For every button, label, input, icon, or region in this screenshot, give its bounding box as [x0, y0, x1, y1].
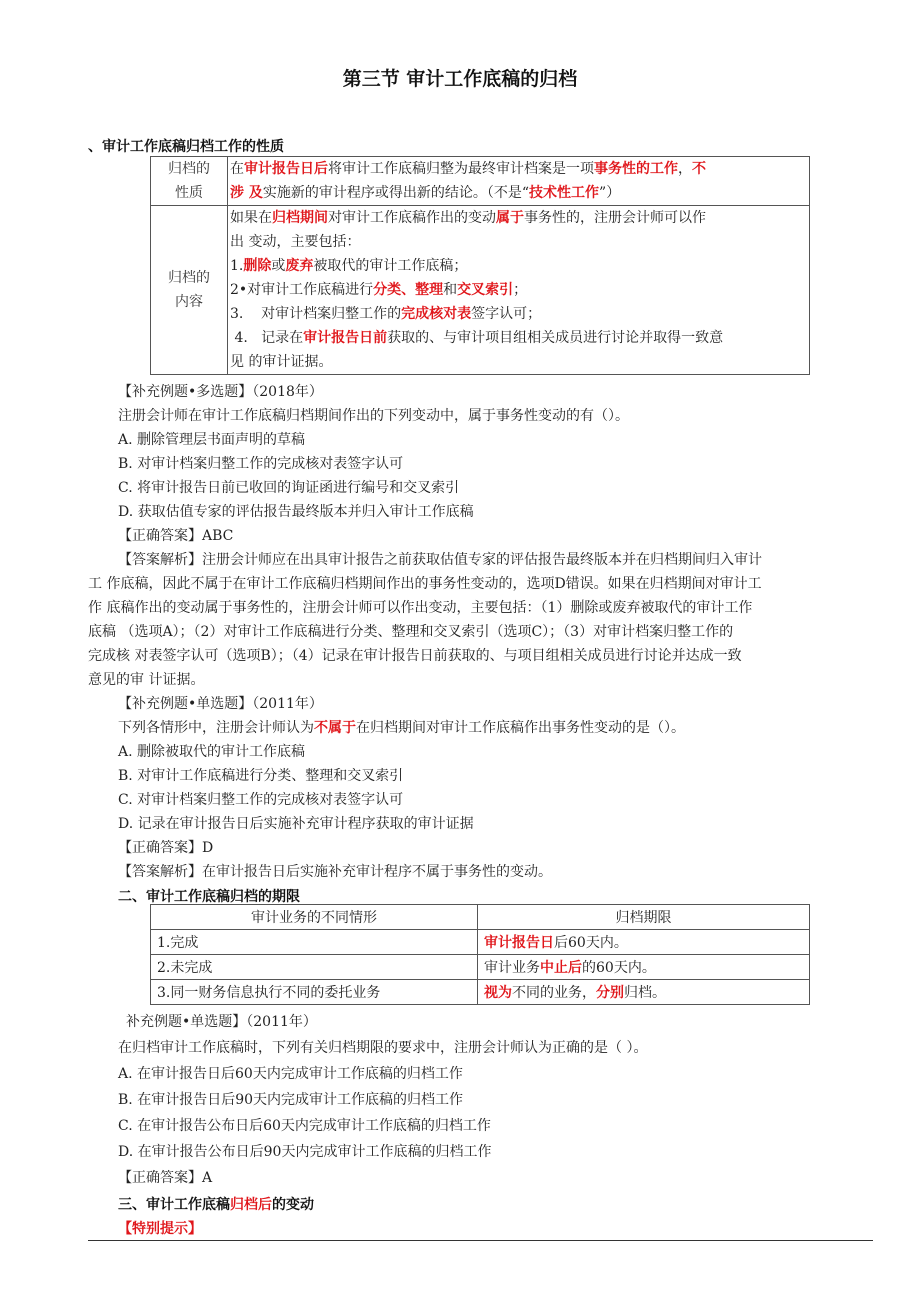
correct-answer: 【正确答案】ABC [118, 528, 234, 544]
analysis-line: 意见的审 计证据。 [88, 672, 205, 688]
label-line: 归档的 [168, 270, 210, 286]
option: C. 将审计报告日前已收回的询证函进行编号和交叉索引 [118, 480, 460, 496]
question-tag: 【补充例题•多选题】（2018年） [118, 384, 323, 400]
option: A. 删除被取代的审计工作底稿 [118, 744, 306, 760]
question-tag: 【补充例题•单选题】（2011年） [118, 696, 323, 712]
option: C. 对审计档案归整工作的完成核对表签字认可 [118, 792, 404, 808]
content-line: 见 的审计证据。 [230, 354, 333, 370]
question-stem: 下列各情形中，注册会计师认为不属于在归档期间对审计工作底稿作出事务性变动的是（）。 [118, 720, 685, 736]
case-cell: 2.未完成 [151, 955, 478, 980]
analysis-line: 【答案解析】注册会计师应在出具审计报告之前获取估值专家的评估报告最终版本并在归档期间归入审计 [118, 552, 762, 568]
option: A. 在审计报告日后60天内完成审计工作底稿的归档工作 [118, 1066, 463, 1082]
content-line: 出 变动，主要包括： [230, 234, 361, 250]
analysis-line: 工 作底稿，因此不属于在审计工作底稿归档期间作出的事务性变动的，选项D错误。如果在归档期间对审计工 [88, 576, 762, 592]
option: D. 记录在审计报告日后实施补充审计程序获取的审计证据 [118, 816, 474, 832]
label-line: 归档的 [168, 161, 210, 177]
correct-answer: 【正确答案】A [118, 1170, 213, 1186]
row-content [228, 157, 810, 206]
question-stem: 在归档审计工作底稿时，下列有关归档期限的要求中，注册会计师认为正确的是（ ）。 [118, 1040, 648, 1056]
deadline-cell: 视为不同的业务，分别归档。 [478, 980, 810, 1005]
section2-heading: 二、审计工作底稿归档的期限 [118, 889, 300, 905]
content-line: 3. 对审计档案归整工作的完成核对表签字认可； [230, 306, 542, 322]
row-content [228, 206, 810, 375]
content-line: 涉 及实施新的审计程序或得出新的结论。（不是“技术性工作”） [230, 185, 621, 201]
table-row [151, 157, 810, 206]
analysis-line: 【答案解析】在审计报告日后实施补充审计程序不属于事务性的变动。 [118, 864, 552, 880]
column-header: 归档期限 [478, 905, 810, 930]
deadline-cell: 审计报告日后60天内。 [478, 930, 810, 955]
deadline-table [150, 904, 810, 1005]
content-line: 在审计报告日后将审计工作底稿归整为最终审计档案是一项事务性的工作，不 [230, 161, 706, 177]
row-label [151, 206, 228, 375]
content-line: 1.删除或废弃被取代的审计工作底稿； [230, 258, 468, 274]
case-cell: 3.同一财务信息执行不同的委托业务 [151, 980, 478, 1005]
analysis-line: 完成核 对表签字认可（选项B）；（4）记录在审计报告日前获取的、与项目组相关成员进行讨论并达成一致 [88, 648, 742, 664]
analysis-line: 作 底稿作出的变动属于事务性的，注册会计师可以作出变动，主要包括：（1）删除或废弃被取代的审计工作 [88, 600, 753, 616]
section1-heading: 、审计工作底稿归档工作的性质 [88, 139, 284, 155]
label-line: 性质 [175, 185, 203, 201]
correct-answer: 【正确答案】D [118, 840, 214, 856]
case-cell: 1.完成 [151, 930, 478, 955]
table-row [151, 955, 810, 980]
option: D. 在审计报告公布日后90天内完成审计工作底稿的归档工作 [118, 1144, 492, 1160]
option: B. 对审计档案归整工作的完成核对表签字认可 [118, 456, 404, 472]
option: B. 对审计工作底稿进行分类、整理和交叉索引 [118, 768, 404, 784]
option: C. 在审计报告公布日后60天内完成审计工作底稿的归档工作 [118, 1118, 491, 1134]
question-stem: 注册会计师在审计工作底稿归档期间作出的下列变动中，属于事务性变动的有（）。 [118, 408, 629, 424]
table-header-row [151, 905, 810, 930]
content-line: 如果在归档期间对审计工作底稿作出的变动属于事务性的，注册会计师可以作 [230, 210, 706, 226]
column-header: 审计业务的不同情形 [151, 905, 478, 930]
option: A. 删除管理层书面声明的草稿 [118, 432, 306, 448]
page-title: 第三节 审计工作底稿的归档 [342, 68, 578, 90]
footer-divider [88, 1240, 873, 1241]
question-tag: 补充例题•单选题】（2011年） [126, 1014, 317, 1030]
deadline-cell: 审计业务中止后的60天内。 [478, 955, 810, 980]
content-line: 2•对审计工作底稿进行分类、整理和交叉索引； [230, 282, 528, 298]
analysis-line: 底稿 （选项A）；（2）对审计工作底稿进行分类、整理和交叉索引（选项C）；（3）对审计档案归整工作的 [88, 624, 734, 640]
option: B. 在审计报告日后90天内完成审计工作底稿的归档工作 [118, 1092, 464, 1108]
option: D. 获取估值专家的评估报告最终版本并归入审计工作底稿 [118, 504, 474, 520]
special-tip: 【特别提示】 [118, 1221, 202, 1237]
label-line: 内容 [175, 294, 203, 310]
section3-heading: 三、审计工作底稿归档后的变动 [118, 1197, 314, 1213]
table-row [151, 206, 810, 375]
table-row [151, 980, 810, 1005]
row-label [151, 157, 228, 206]
nature-table [150, 156, 810, 375]
table-row [151, 930, 810, 955]
content-line: 4. 记录在审计报告日前获取的、与审计项目组相关成员进行讨论并取得一致意 [230, 330, 724, 346]
